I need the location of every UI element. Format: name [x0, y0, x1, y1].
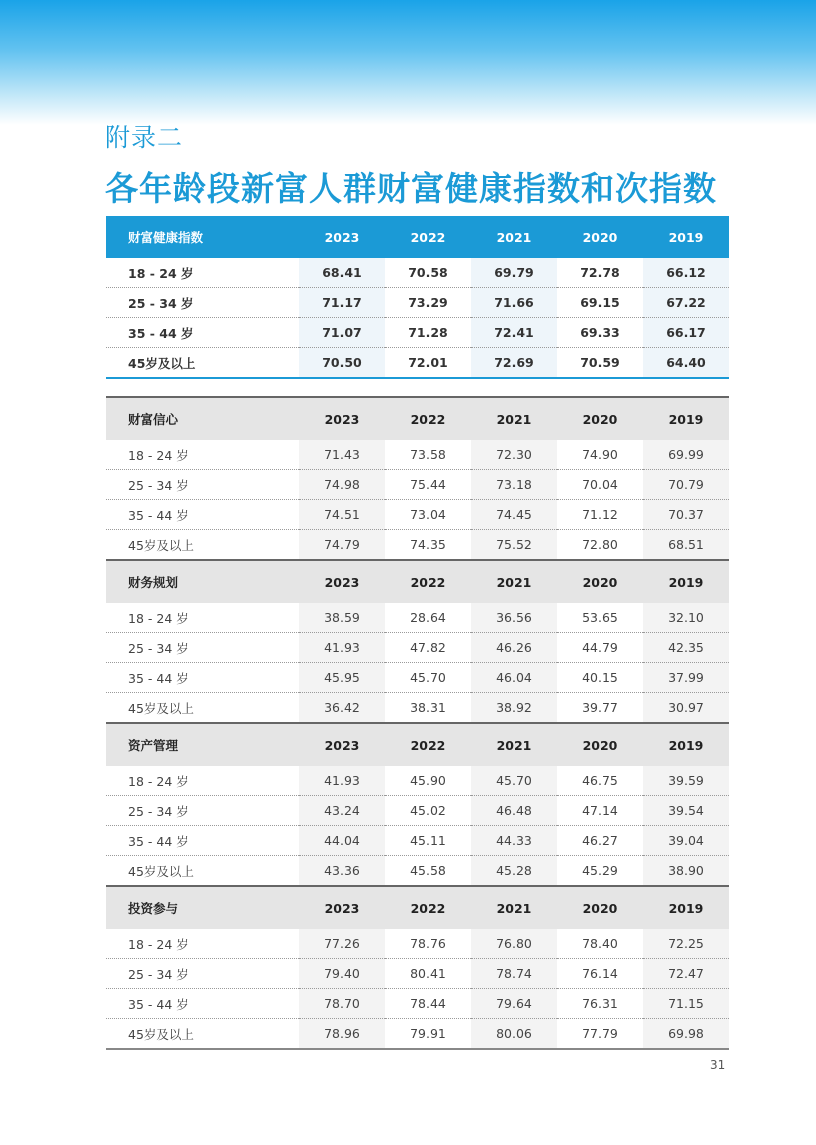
age-group-label: 45岁及以上	[128, 355, 196, 371]
age-group-label: 45岁及以上	[128, 537, 194, 553]
value-cell: 69.79	[471, 258, 557, 288]
value-cell: 38.31	[410, 700, 446, 715]
value-cell: 72.41	[471, 318, 557, 348]
year-header: 2020	[557, 560, 643, 603]
year-header: 2021	[471, 560, 557, 603]
value-cell: 66.12	[643, 258, 729, 288]
value-cell: 71.12	[557, 500, 643, 530]
value-cell: 71.28	[385, 318, 471, 348]
page-number: 31	[710, 1058, 726, 1072]
table-row	[106, 318, 729, 348]
value-cell: 71.15	[643, 989, 729, 1019]
value-cell: 66.17	[643, 318, 729, 348]
value-cell: 74.79	[299, 530, 385, 560]
value-cell: 72.80	[582, 537, 618, 552]
financial-planning-table	[106, 559, 729, 722]
value-cell: 74.90	[557, 440, 643, 470]
year-header: 2021	[471, 886, 557, 929]
year-header: 2021	[471, 216, 557, 258]
value-cell: 32.10	[643, 603, 729, 633]
year-header: 2019	[643, 216, 729, 258]
value-cell: 71.17	[299, 288, 385, 318]
value-cell: 72.30	[471, 440, 557, 470]
value-cell: 75.44	[385, 470, 471, 500]
value-cell: 75.52	[471, 530, 557, 560]
value-cell: 78.40	[557, 929, 643, 959]
age-group-label: 35 - 44 岁	[106, 500, 299, 530]
value-cell: 71.43	[299, 440, 385, 470]
year-header: 2020	[557, 723, 643, 766]
value-cell: 44.04	[299, 826, 385, 856]
value-cell: 70.37	[643, 500, 729, 530]
table-header-row	[106, 723, 729, 766]
value-cell: 70.79	[643, 470, 729, 500]
table-title: 财富健康指数	[106, 216, 299, 258]
value-cell: 79.91	[410, 1026, 446, 1041]
value-cell: 78.76	[385, 929, 471, 959]
table-row	[106, 288, 729, 318]
table-row	[106, 856, 729, 886]
year-header: 2023	[299, 886, 385, 929]
value-cell: 73.18	[471, 470, 557, 500]
value-cell: 38.59	[299, 603, 385, 633]
value-cell: 44.33	[471, 826, 557, 856]
table-row	[106, 766, 729, 796]
value-cell: 46.75	[557, 766, 643, 796]
value-cell: 68.41	[299, 258, 385, 288]
value-cell: 69.99	[643, 440, 729, 470]
value-cell: 70.50	[299, 348, 385, 379]
table-row	[106, 633, 729, 663]
year-header: 2020	[557, 397, 643, 440]
value-cell: 74.45	[471, 500, 557, 530]
value-cell: 30.97	[643, 693, 729, 723]
year-header: 2021	[471, 723, 557, 766]
value-cell: 78.44	[385, 989, 471, 1019]
table-header-row	[106, 397, 729, 440]
age-group-label: 18 - 24 岁	[106, 258, 299, 288]
year-header: 2022	[385, 397, 471, 440]
value-cell: 28.64	[385, 603, 471, 633]
table-row	[106, 663, 729, 693]
year-header: 2023	[299, 397, 385, 440]
value-cell: 43.24	[299, 796, 385, 826]
value-cell: 45.11	[385, 826, 471, 856]
age-group-label: 35 - 44 岁	[106, 989, 299, 1019]
value-cell: 47.82	[385, 633, 471, 663]
value-cell: 73.58	[385, 440, 471, 470]
value-cell: 45.70	[471, 766, 557, 796]
table-row	[106, 440, 729, 470]
year-header: 2022	[385, 560, 471, 603]
table-row	[106, 826, 729, 856]
table-title: 财务规划	[106, 560, 299, 603]
value-cell: 73.04	[385, 500, 471, 530]
value-cell: 46.48	[471, 796, 557, 826]
value-cell: 45.95	[299, 663, 385, 693]
value-cell: 74.98	[299, 470, 385, 500]
value-cell: 47.14	[557, 796, 643, 826]
table-row	[106, 603, 729, 633]
value-cell: 45.58	[410, 863, 446, 878]
value-cell: 36.42	[299, 693, 385, 723]
index-tables	[106, 216, 729, 1050]
value-cell: 80.41	[385, 959, 471, 989]
age-group-label: 35 - 44 岁	[106, 663, 299, 693]
age-group-label: 35 - 44 岁	[106, 318, 299, 348]
year-header: 2019	[643, 560, 729, 603]
year-header: 2019	[643, 397, 729, 440]
value-cell: 39.77	[582, 700, 618, 715]
table-row	[106, 959, 729, 989]
value-cell: 53.65	[557, 603, 643, 633]
value-cell: 78.70	[299, 989, 385, 1019]
table-spacer	[106, 379, 729, 396]
page-title: 各年龄段新富人群财富健康指数和次指数	[105, 169, 717, 208]
value-cell: 46.27	[557, 826, 643, 856]
age-group-label: 18 - 24 岁	[106, 440, 299, 470]
value-cell: 77.26	[299, 929, 385, 959]
year-header: 2019	[643, 886, 729, 929]
value-cell: 70.04	[557, 470, 643, 500]
value-cell: 71.07	[299, 318, 385, 348]
year-header: 2020	[557, 886, 643, 929]
value-cell: 45.70	[385, 663, 471, 693]
year-header: 2022	[385, 723, 471, 766]
value-cell: 73.29	[385, 288, 471, 318]
age-group-label: 25 - 34 岁	[106, 796, 299, 826]
value-cell: 72.01	[408, 355, 448, 370]
value-cell: 45.29	[582, 863, 618, 878]
value-cell: 39.59	[643, 766, 729, 796]
age-group-label: 25 - 34 岁	[106, 959, 299, 989]
value-cell: 78.74	[471, 959, 557, 989]
age-group-label: 45岁及以上	[128, 1026, 194, 1042]
value-cell: 79.64	[471, 989, 557, 1019]
value-cell: 40.15	[557, 663, 643, 693]
table-row	[106, 258, 729, 288]
value-cell: 41.93	[299, 633, 385, 663]
value-cell: 69.98	[643, 1019, 729, 1050]
age-group-label: 45岁及以上	[128, 700, 194, 716]
value-cell: 44.79	[557, 633, 643, 663]
value-cell: 70.59	[580, 355, 620, 370]
age-group-label: 18 - 24 岁	[106, 766, 299, 796]
age-group-label: 18 - 24 岁	[106, 603, 299, 633]
year-header: 2020	[557, 216, 643, 258]
value-cell: 72.47	[643, 959, 729, 989]
value-cell: 46.26	[471, 633, 557, 663]
value-cell: 69.15	[557, 288, 643, 318]
table-header-row	[106, 886, 729, 929]
value-cell: 74.35	[410, 537, 446, 552]
value-cell: 71.66	[471, 288, 557, 318]
value-cell: 38.90	[643, 856, 729, 886]
table-title: 财富信心	[106, 397, 299, 440]
value-cell: 39.04	[643, 826, 729, 856]
table-row	[106, 348, 729, 379]
appendix-label: 附录二	[105, 123, 184, 152]
value-cell: 39.54	[643, 796, 729, 826]
value-cell: 72.25	[643, 929, 729, 959]
value-cell: 45.90	[385, 766, 471, 796]
year-header: 2021	[471, 397, 557, 440]
table-row	[106, 1019, 729, 1050]
table-row	[106, 500, 729, 530]
table-title: 资产管理	[106, 723, 299, 766]
value-cell: 45.02	[385, 796, 471, 826]
value-cell: 69.33	[557, 318, 643, 348]
age-group-label: 25 - 34 岁	[106, 470, 299, 500]
age-group-label: 25 - 34 岁	[106, 288, 299, 318]
year-header: 2019	[643, 723, 729, 766]
year-header: 2022	[385, 886, 471, 929]
value-cell: 76.31	[557, 989, 643, 1019]
table-row	[106, 796, 729, 826]
table-header-row	[106, 216, 729, 258]
age-group-label: 45岁及以上	[128, 863, 194, 879]
value-cell: 70.58	[385, 258, 471, 288]
table-row	[106, 693, 729, 723]
value-cell: 38.92	[471, 693, 557, 723]
table-header-row	[106, 560, 729, 603]
value-cell: 80.06	[471, 1019, 557, 1050]
investment-participation-table	[106, 885, 729, 1050]
value-cell: 68.51	[643, 530, 729, 560]
value-cell: 76.80	[471, 929, 557, 959]
asset-management-table	[106, 722, 729, 885]
value-cell: 42.35	[643, 633, 729, 663]
table-row	[106, 530, 729, 560]
age-group-label: 18 - 24 岁	[106, 929, 299, 959]
value-cell: 72.78	[557, 258, 643, 288]
value-cell: 46.04	[471, 663, 557, 693]
value-cell: 74.51	[299, 500, 385, 530]
year-header: 2023	[299, 216, 385, 258]
header-gradient-band	[0, 0, 816, 125]
year-header: 2023	[299, 560, 385, 603]
value-cell: 72.69	[471, 348, 557, 379]
year-header: 2023	[299, 723, 385, 766]
wealth-health-index-table	[106, 216, 729, 379]
value-cell: 79.40	[299, 959, 385, 989]
value-cell: 76.14	[557, 959, 643, 989]
table-row	[106, 989, 729, 1019]
value-cell: 67.22	[643, 288, 729, 318]
value-cell: 78.96	[299, 1019, 385, 1050]
age-group-label: 35 - 44 岁	[106, 826, 299, 856]
value-cell: 41.93	[299, 766, 385, 796]
value-cell: 64.40	[643, 348, 729, 379]
value-cell: 77.79	[582, 1026, 618, 1041]
value-cell: 36.56	[471, 603, 557, 633]
value-cell: 45.28	[471, 856, 557, 886]
value-cell: 43.36	[299, 856, 385, 886]
year-header: 2022	[385, 216, 471, 258]
table-title: 投资参与	[106, 886, 299, 929]
wealth-confidence-table	[106, 396, 729, 559]
table-row	[106, 470, 729, 500]
table-row	[106, 929, 729, 959]
value-cell: 37.99	[643, 663, 729, 693]
age-group-label: 25 - 34 岁	[106, 633, 299, 663]
